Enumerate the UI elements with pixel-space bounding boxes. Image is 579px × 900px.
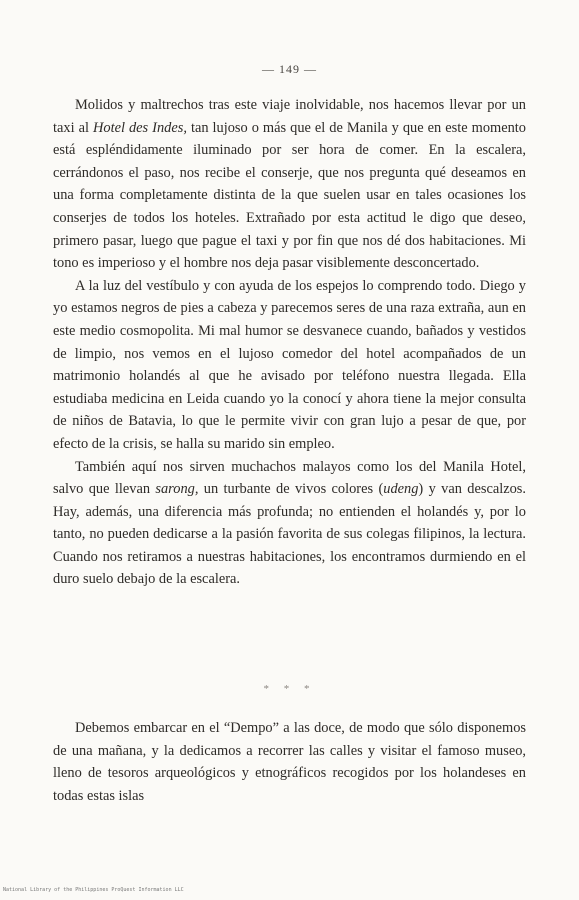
paragraph-1: [53, 94, 526, 275]
paragraph-3-text-b: un turbante de vivos colores (: [198, 481, 384, 498]
section-separator: * * *: [263, 683, 316, 695]
hotel-name-italic: Hotel des Indes,: [92, 119, 187, 136]
continuation-text: [53, 717, 526, 807]
sarong-italic: sarong,: [155, 481, 199, 498]
footer-credit: National Library of the Philippines ProQuest Information LLC: [3, 887, 184, 893]
paragraph-1-text-b: tan lujoso o más que el de Manila y que en este momento está espléndidamente iluminado por ser hora de comer. En la escalera, cerrándonos el paso, nos recibe el conserje, que nos pregunta qué deseamos en una forma completamente distinta de la que suelen usar en tales ocasiones los conserjes de todos los hoteles. Extrañado por esta actitud le digo que deseo, primero pasar, luego que pague el taxi y por fin que nos dé dos habitaciones. Mi tono es imperioso y el hombre nos deja pasar visiblemente desconcertado.: [53, 119, 526, 272]
main-text: [53, 94, 526, 591]
paragraph-3: [53, 456, 526, 592]
paragraph-3-text-c: ) y van descalzos. Hay, además, una diferencia más profunda; no entienden el holandés y, por lo tanto, no pueden dedicarse a la pasión favorita de sus colegas filipinos, la lectura. Cuando nos retiramos a nuestras habitaciones, los encontramos durmiendo en el duro suelo debajo de la escalera.: [53, 481, 526, 588]
udeng-italic: udeng: [383, 481, 419, 498]
paragraph-1-text-a: Molidos y maltrechos tras este viaje inolvidable, nos hacemos llevar por un taxi al: [53, 97, 526, 136]
paragraph-3-text-a: También aquí nos sirven muchachos malayos como los del Manila Hotel, salvo que llevan: [53, 458, 526, 498]
paragraph-4: Debemos embarcar en el “Dempo” a las doce, de modo que sólo disponemos de una mañana, y la dedicamos a recorrer las calles y visitar el famoso museo, lleno de tesoros arqueológicos y etnográficos recogidos por los holandeses en todas estas islas: [53, 720, 526, 804]
paragraph-2-text: A la luz del vestíbulo y con ayuda de los espejos lo comprendo todo. Diego y yo estamos negros de pies a cabeza y parecemos seres de una raza extraña, aun en este medio cosmopolita. Mi mal humor se desvanece cuando, bañados y vestidos de limpio, nos vemos en el lujoso comedor del hotel acompañados de un matrimonio holandés al que he avisado por teléfono nuestra llegada. Ella estudiaba medicina en Leida cuando yo la conocí y ahora tiene la mejor consulta de niños de Batavia, lo que le permite vivir con gran lujo a pesar de que, por efecto de la crisis, se halla su marido sin empleo.: [53, 277, 526, 452]
paragraph-2: [53, 275, 526, 456]
page-number: — 149 —: [262, 62, 317, 76]
